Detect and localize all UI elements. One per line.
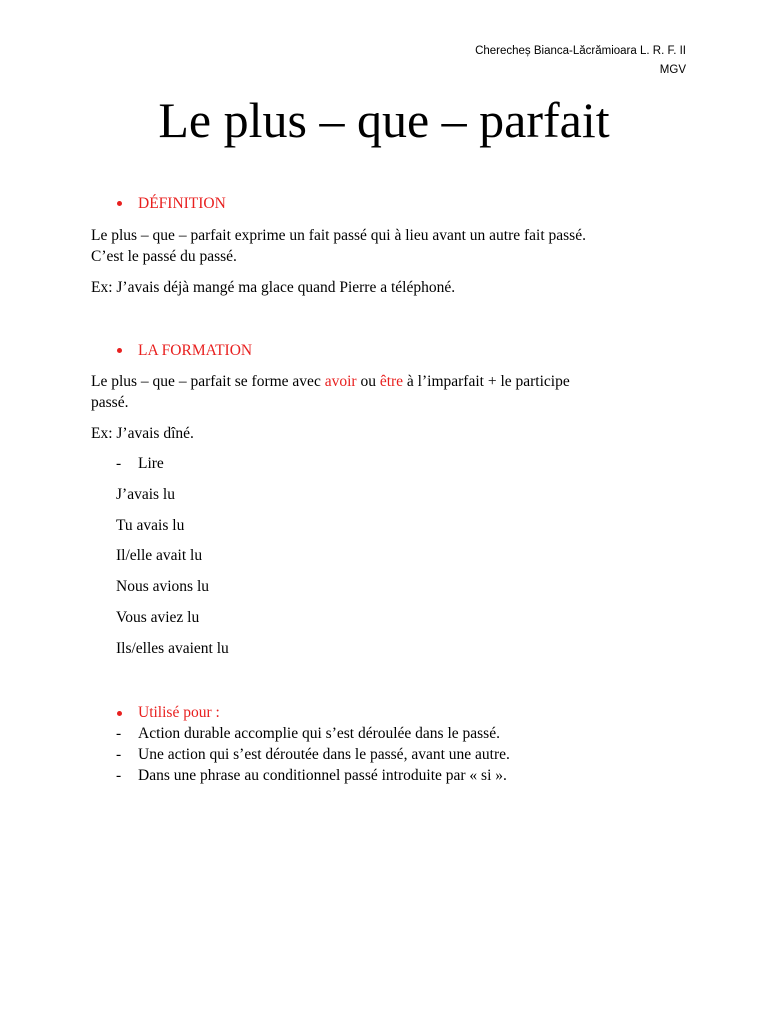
conjugation-line: Tu avais lu xyxy=(116,517,185,534)
page-title: Le plus – que – parfait xyxy=(158,92,610,148)
formation-text-before: Le plus – que – parfait se forme avec xyxy=(91,373,325,390)
definition-line-2: C’est le passé du passé. xyxy=(91,248,237,265)
etre-word: être xyxy=(379,373,404,390)
conjugation-line: J’avais lu xyxy=(116,486,175,503)
usage-item: Une action qui s’est déroutée dans le passé, avant une autre. xyxy=(138,746,510,763)
usage-item: Action durable accomplie qui s’est déroulée dans le passé. xyxy=(138,725,500,742)
conjugation-line: Vous aviez lu xyxy=(116,609,200,626)
author-line: Cherecheș Bianca-Lăcrămioara L. R. F. II xyxy=(475,45,686,57)
bullet-dot-icon xyxy=(117,711,122,716)
list-dash: - xyxy=(116,767,122,784)
avoir-word: avoir xyxy=(324,373,357,390)
conjugation-line: Ils/elles avaient lu xyxy=(116,640,229,657)
conjugation-line: Il/elle avait lu xyxy=(116,547,203,564)
bullet-dot-icon xyxy=(117,201,122,206)
definition-line-1: Le plus – que – parfait exprime un fait passé qui à lieu avant un autre fait passé. xyxy=(91,227,586,244)
usage-item: Dans une phrase au conditionnel passé introduite par « si ». xyxy=(138,767,507,784)
conjugation-line: Nous avions lu xyxy=(116,578,209,595)
group-line: MGV xyxy=(659,64,686,76)
list-dash: - xyxy=(116,746,122,763)
definition-example: Ex: J’avais déjà mangé ma glace quand Pierre a téléphoné. xyxy=(91,279,456,296)
usage-heading: Utilisé pour : xyxy=(138,704,220,721)
formation-line-2: passé. xyxy=(91,394,129,411)
list-dash: - xyxy=(116,725,122,742)
or-word: ou xyxy=(356,373,380,390)
bullet-dot-icon xyxy=(117,348,122,353)
formation-heading: LA FORMATION xyxy=(138,342,253,359)
document-header xyxy=(475,42,686,80)
verb-name: Lire xyxy=(138,455,164,472)
definition-heading: DÉFINITION xyxy=(138,195,226,212)
formation-example: Ex: J’avais dîné. xyxy=(91,425,194,442)
formation-line-1 xyxy=(91,371,570,392)
formation-text-after: à l’imparfait + le participe xyxy=(403,373,570,390)
list-dash: - xyxy=(116,455,122,472)
